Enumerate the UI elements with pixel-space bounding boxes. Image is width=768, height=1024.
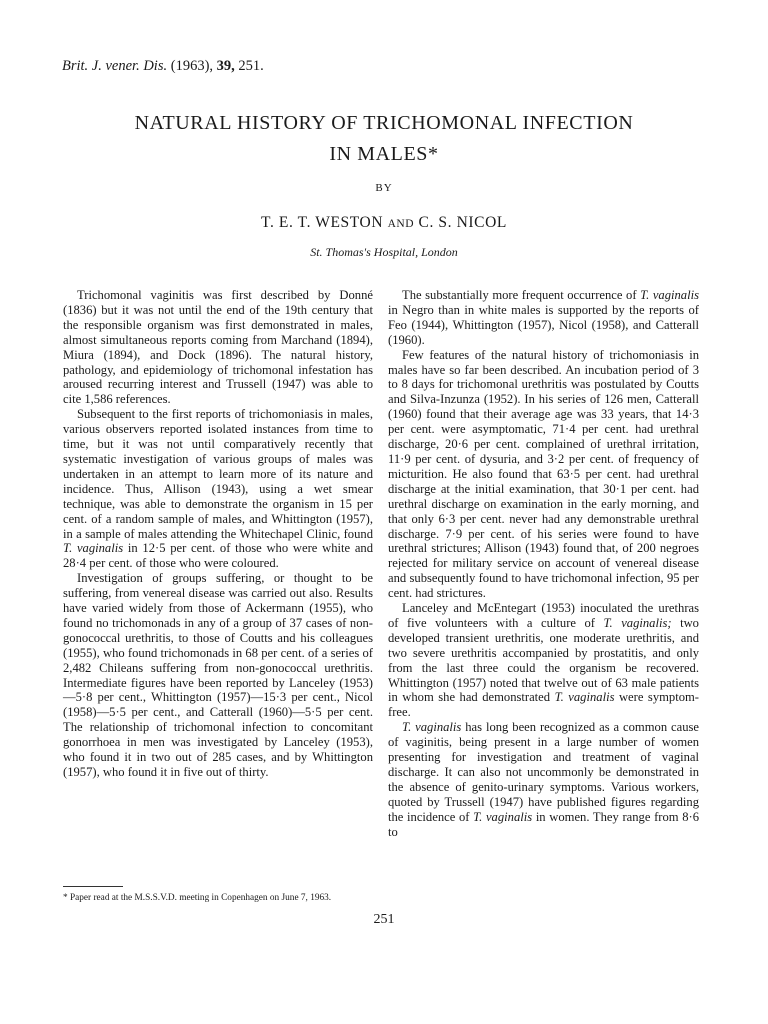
paragraph: T. vaginalis has long been recognized as a common cause of vaginitis, being present in a large number of women presenting for investigation and treatment of vaginal discharge. It can also not uncommonly be demonstrated in the absence of genito-urinary symptoms. Various workers, quoted by Trussell (1947) have published figures regarding the incidence of T. vaginalis in women. They range from 8·6 to (388, 720, 700, 839)
journal-name: Brit. J. vener. Dis. (62, 58, 168, 74)
title-line-1: NATURAL HISTORY OF TRICHOMONAL INFECTION (134, 112, 634, 134)
paragraph: Investigation of groups suffering, or thought to be suffering, from venereal disease was carried out also. Results have varied widely from those of Ackermann (1955), who found no trichomonads in any of a group of 37 cases of non-gonococcal urethritis, to those of Coutts and his colleagues (1955), who found trichomonads in 68 per cent. of a series of 2,482 Chileans suffering from non-gonococcal urethritis. Intermediate figures have been reported by Lanceley (1953)—5·8 per cent., Whittington (1957)—15·3 per cent., Nicol (1958)—5·5 per cent., and Catterall (1960)—5·5 per cent. The relationship of trichomonal infection to concomitant gonorrhoea in men was investigated by Lanceley (1953), who found it in two out of 285 cases, and by Whittington (1957), who found it in five out of thirty. (63, 571, 373, 779)
organism-name: T. vaginalis (554, 690, 615, 705)
organism-name: T. vaginalis (402, 720, 462, 735)
page-number: 251 (373, 912, 395, 927)
journal-citation (62, 58, 264, 75)
left-column (63, 288, 373, 780)
paragraph: The substantially more frequent occurrence of T. vaginalis in Negro than in white males is supported by the reports of Feo (1944), Whittington (1957), Nicol (1958), and Catterall (1960). (388, 288, 699, 347)
paragraph: Trichomonal vaginitis was first described by Donné (1836) but it was not until the end of the 19th century that the responsible organism was first demonstrated in males, almost simultaneous reports coming from Marchand (1894), Miura (1894), and Dock (1896). The natural history, pathology, and epidemiology of trichomonal infestation has aroused recurring interest and Trussell (1947) was able to cite 1,586 references. (63, 288, 373, 407)
author-first: T. E. T. WESTON (261, 214, 384, 231)
author-conjunction: AND (387, 218, 415, 230)
footnote-rule (63, 886, 123, 887)
citation-volume: 39, (216, 58, 235, 74)
paragraph: Few features of the natural history of trichomoniasis in males have so far been described. An incubation period of 3 to 8 days for trichomonal urethritis was postulated by Coutts and Silva-Inzunza (1952). In his series of 126 men, Catterall (1960) found that their average age was 33 years, that 14·3 per cent. were asymptomatic, 71·4 per cent. had urethral discharge, 20·6 per cent. complained of urethral irritation, 11·9 per cent. of dysuria, and 3·2 per cent. of frequency of micturition. He also found that 63·5 per cent. had urethral discharge at the initial examination, that 30·1 per cent. had urethral discharge on examination in the early morning, and that only 6·3 per cent. never had any demonstrable urethral discharge. 7·9 per cent. of his series were found to have urethral strictures; Allison (1943) found that, of 200 negroes rejected for military service on account of venereal disease and subsequently found to have trichomonal infection, 95 per cent. had strictures. (388, 347, 699, 601)
affiliation: St. Thomas's Hospital, London (310, 245, 458, 259)
footnote: * Paper read at the M.S.S.V.D. meeting in Copenhagen on June 7, 1963. (63, 893, 332, 903)
organism-name: T. vaginalis (473, 809, 533, 824)
author-second: C. S. NICOL (418, 214, 507, 231)
organism-name: T. vaginalis; (603, 615, 672, 630)
organism-name: T. vaginalis (63, 541, 124, 556)
paragraph: Lanceley and McEntegart (1953) inoculated the urethras of five volunteers with a culture of T. vaginalis; two developed transient urethritis, one moderate urethritis, and two severe urethritis accompanied by prostatitis, and only from the last three could the organism be recovered. Whittington (1957) noted that twelve out of 63 male patients in whom she had demonstrated T. vaginalis were symptom-free. (388, 601, 700, 720)
citation-page: 251. (238, 58, 264, 74)
paragraph: Subsequent to the first reports of trichomoniasis in males, various observers reported isolated instances from time to time, but it was not until comparatively recently that systematic investigation of various groups of males was undertaken in an attempt to learn more of its nature and incidence. Thus, Allison (1943), using a wet smear technique, was able to demonstrate the organism in 15 per cent. of a random sample of males, and Whittington (1957), in a sample of males attending the Whitechapel Clinic, found T. vaginalis in 12·5 per cent. of those who were white and 28·4 per cent. of those who were coloured. (63, 407, 373, 571)
title-line-2: IN MALES* (329, 143, 439, 165)
byline: BY (375, 182, 393, 194)
citation-year: (1963), (170, 58, 214, 74)
article-title (0, 108, 768, 170)
authors (0, 214, 768, 232)
organism-name: T. vaginalis (640, 288, 699, 302)
right-column (388, 288, 699, 840)
